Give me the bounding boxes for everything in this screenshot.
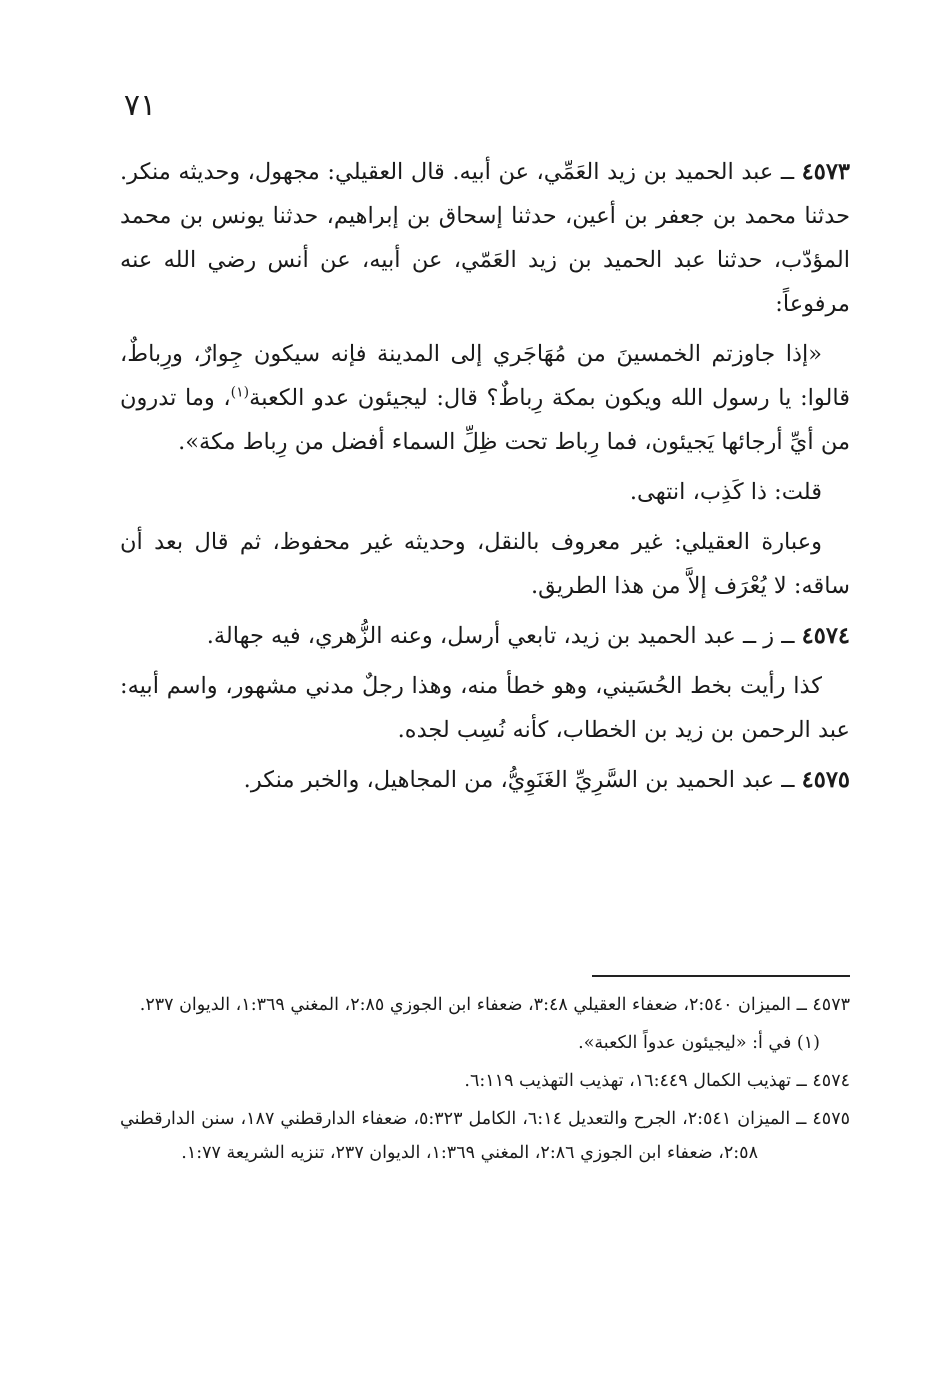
entry-text: ــ عبد الحميد بن السَّرِيِّ الغَنَوِيُّ، من المجاهيل، والخبر منكر.: [243, 767, 802, 793]
page-number: ٧١: [123, 88, 157, 123]
footnote-divider: [592, 975, 850, 977]
footnotes: [120, 988, 850, 1174]
footnote-4575: ٤٥٧٥ ــ الميزان ٢:٥٤١، الجرح والتعديل ٦:١٤، الكامل ٥:٣٢٣، ضعفاء الدارقطني ١٨٧، سنن الدارقطني ٢:٥٨، ضعفاء ابن الجوزي ٢:٨٦، المغني ١:٣٦٩، الديوان ٢٣٧، تنزيه الشريعة ١:٧٧.: [120, 1109, 851, 1163]
comment-paragraph: كذا رأيت بخط الحُسَيني، وهو خطأ منه، وهذا رجلٌ مدني مشهور، واسم أبيه: عبد الرحمن بن زيد بن الخطاب، كأنه نُسِب لجده.: [120, 673, 850, 743]
entry-4574: [120, 614, 850, 658]
entry-text: ــ ز ــ عبد الحميد بن زيد، تابعي أرسل، وعنه الزُّهري، فيه جهالة.: [206, 623, 802, 649]
entry-number: ٤٥٧٣: [801, 159, 850, 185]
hadith-quote: [120, 332, 850, 464]
footnote-4574: ٤٥٧٤ ــ تهذيب الكمال ١٦:٤٤٩، تهذيب التهذيب ٦:١١٩.: [464, 1071, 850, 1091]
entry-number: ٤٥٧٤: [801, 623, 850, 649]
comment-paragraph: قلت: ذا كَذِب، انتهى.: [629, 479, 822, 505]
entry-4573: [120, 150, 850, 326]
footnote-marker: (١): [230, 384, 250, 401]
quote-part-b: ، وما تدرون من أيِّ أرجائها يَجيئون، فما رِباط تحت ظِلِّ السماء أفضل من رِباط مكة».: [120, 385, 850, 455]
entry-4575: [120, 758, 850, 802]
aqili-paragraph: وعبارة العقيلي: غير معروف بالنقل، وحديثه غير محفوظ، ثم قال بعد أن ساقه: لا يُعْرَف إلاَّ من هذا الطريق.: [120, 529, 850, 599]
main-text: [120, 150, 850, 808]
entry-text: ــ عبد الحميد بن زيد العَمِّي، عن أبيه. قال العقيلي: مجهول، وحديثه منكر. حدثنا محمد بن جعفر بن أعين، حدثنا إسحاق بن إبراهيم، حدثنا يونس بن محمد المؤدّب، حدثنا عبد الحميد بن زيد العَمّي، عن أبيه، عن أنس رضي الله عنه مرفوعاً:: [120, 159, 850, 317]
quote-part-a: «إذا جاوزتم الخمسينَ من مُهَاجَري إلى المدينة فإنه سيكون جِوارٌ، ورِباطٌ، قالوا: يا رسول الله ويكون بمكة رِباطٌ؟ قال: ليجيئون عدو الكعبة: [120, 341, 850, 411]
footnote-4573: ٤٥٧٣ ــ الميزان ٢:٥٤٠، ضعفاء العقيلي ٣:٤٨، ضعفاء ابن الجوزي ٢:٨٥، المغني ١:٣٦٩، الديوان ٢٣٧.: [139, 995, 850, 1015]
entry-number: ٤٥٧٥: [801, 767, 850, 793]
footnote-1: (١) في أ: «ليجيئون عدواً الكعبة».: [578, 1033, 820, 1053]
